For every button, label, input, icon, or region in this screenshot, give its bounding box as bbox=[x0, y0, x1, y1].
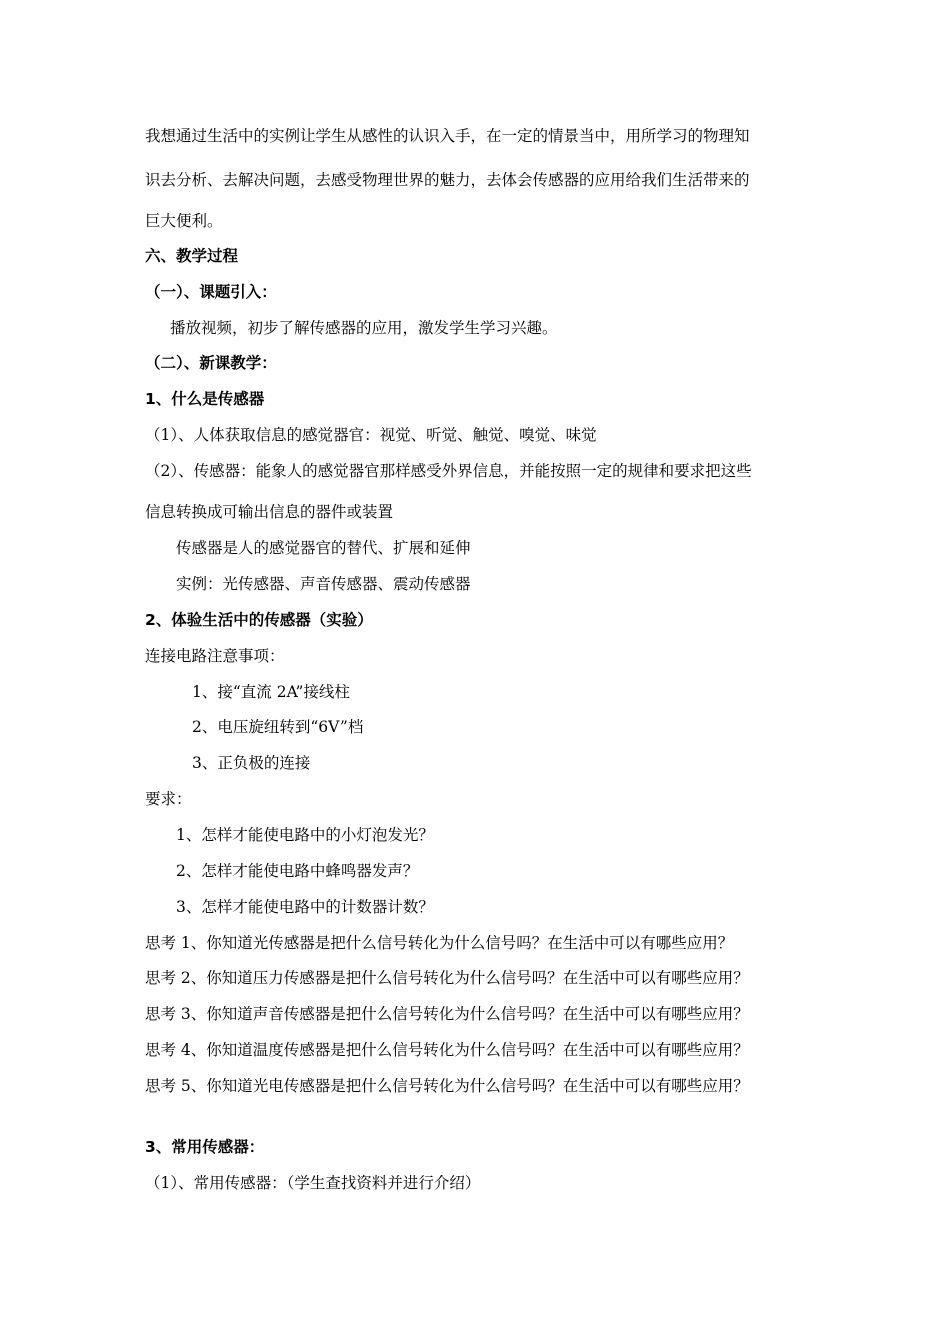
think-item: 思考 4、你知道温度传感器是把什么信号转化为什么信号吗？在生活中可以有哪些应用？ bbox=[145, 1041, 749, 1059]
part-1-text: 播放视频，初步了解传感器的应用，激发学生学习兴趣。 bbox=[170, 319, 558, 337]
think-item: 思考 3、你知道声音传感器是把什么信号转化为什么信号吗？在生活中可以有哪些应用？ bbox=[145, 1005, 749, 1023]
note-item: 3、正负极的连接 bbox=[192, 754, 311, 772]
subsection-2-heading: 2、体验生活中的传感器（实验） bbox=[145, 611, 373, 629]
part-2-heading: （二）、新课教学： bbox=[145, 354, 277, 372]
paragraph-2b: 信息转换成可输出信息的器件或装置 bbox=[145, 503, 394, 521]
part-1-heading: （一）、课题引入： bbox=[145, 283, 277, 301]
requirements-title: 要求： bbox=[145, 790, 192, 808]
intro-line-3: 巨大便利。 bbox=[145, 212, 223, 230]
paragraph-1: （1）、人体获取信息的感觉器官：视觉、听觉、触觉、嗅觉、味觉 bbox=[145, 426, 597, 444]
paragraph-5: （1）、常用传感器：（学生查找资料并进行介绍） bbox=[145, 1174, 481, 1192]
note-item: 1、接“直流 2A”接线柱 bbox=[192, 683, 350, 701]
subsection-1-heading: 1、什么是传感器 bbox=[145, 390, 265, 408]
think-item: 思考 2、你知道压力传感器是把什么信号转化为什么信号吗？在生活中可以有哪些应用？ bbox=[145, 969, 749, 987]
think-item: 思考 5、你知道光电传感器是把什么信号转化为什么信号吗？在生活中可以有哪些应用？ bbox=[145, 1077, 749, 1095]
requirement-item: 2、怎样才能使电路中蜂鸣器发声？ bbox=[176, 862, 419, 880]
requirement-item: 3、怎样才能使电路中的计数器计数？ bbox=[176, 898, 434, 916]
paragraph-2a: （2）、传感器：能象人的感觉器官那样感受外界信息，并能按照一定的规律和要求把这些 bbox=[145, 462, 752, 480]
notes-title: 连接电路注意事项： bbox=[145, 647, 285, 665]
intro-line-2: 识去分析、去解决问题，去感受物理世界的魅力，去体会传感器的应用给我们生活带来的 bbox=[145, 171, 750, 189]
paragraph-3: 传感器是人的感觉器官的替代、扩展和延伸 bbox=[176, 539, 471, 557]
section-6-heading: 六、教学过程 bbox=[145, 247, 239, 265]
paragraph-4: 实例：光传感器、声音传感器、震动传感器 bbox=[176, 575, 471, 593]
subsection-3-heading: 3、常用传感器： bbox=[145, 1138, 265, 1156]
requirement-item: 1、怎样才能使电路中的小灯泡发光？ bbox=[176, 826, 434, 844]
note-item: 2、电压旋纽转到“6V”档 bbox=[192, 718, 364, 736]
think-item: 思考 1、你知道光传感器是把什么信号转化为什么信号吗？在生活中可以有哪些应用？ bbox=[145, 934, 734, 952]
intro-line-1: 我想通过生活中的实例让学生从感性的认识入手，在一定的情景当中，用所学习的物理知 bbox=[145, 127, 750, 145]
